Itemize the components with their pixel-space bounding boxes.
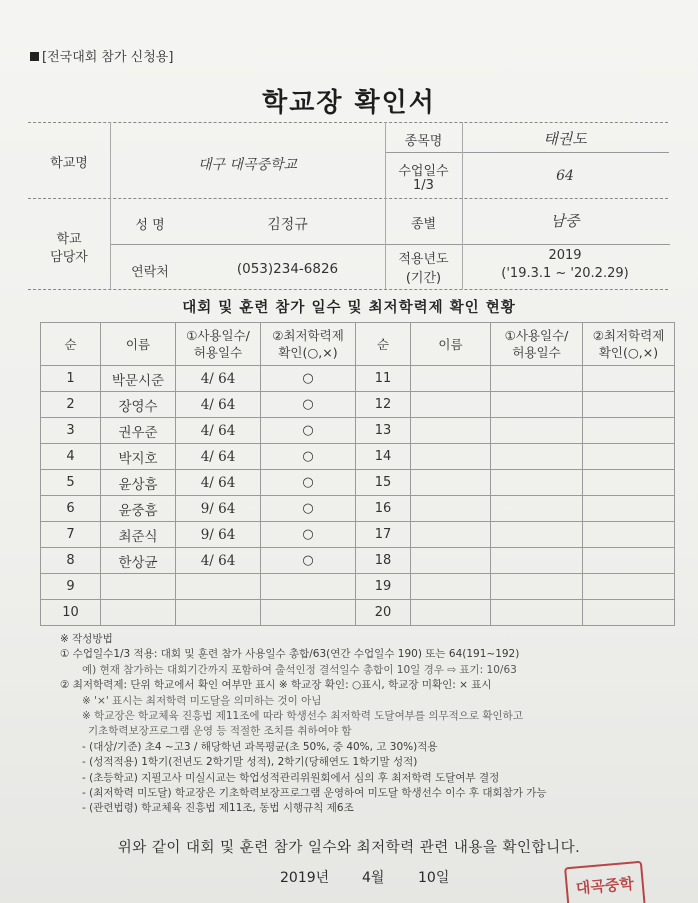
min-grade-check: ○ [261,522,356,548]
col-no: 순 [41,323,101,366]
student-name: 박문시준 [101,366,176,392]
student-name [411,574,491,600]
days-used [491,392,583,418]
event-value: 태권도 [543,130,587,148]
days-used [491,548,583,574]
date-month: 4월 [362,870,385,886]
form-category-text: [전국대회 참가 신청용] [42,50,174,65]
days-used [176,600,261,626]
row-no: 7 [41,522,101,548]
days-used: 4/ 64 [176,548,261,574]
col-days-line2: 허용일수 [193,345,243,360]
days-used [491,496,583,522]
days-used [491,470,583,496]
min-grade-check: ○ [261,548,356,574]
col-name: 이름 [101,323,176,366]
days-used [491,574,583,600]
table-row [41,366,675,392]
note-detail-1: - (대상/기준) 초4 ~고3 / 해당학년 과목평균(초 50%, 중 40%, 고 30%)적용 [82,740,438,753]
row-no: 2 [41,392,101,418]
row-no: 13 [356,418,411,444]
student-name [101,574,176,600]
student-name: 한상균 [101,548,176,574]
year-label-line1: 적용년도 [398,252,449,267]
table-header-row [41,323,675,366]
date-day: 10일 [418,870,450,886]
row-no: 12 [356,392,411,418]
info-divider [28,289,668,290]
min-grade-check [583,522,675,548]
school-days-label: 수업일수 [398,164,449,179]
document-title: 학교장 확인서 [262,88,436,118]
days-used: 4/ 64 [176,392,261,418]
manager-name-label: 성 명 [135,218,165,233]
min-grade-check: ○ [261,366,356,392]
row-no: 18 [356,548,411,574]
row-no: 16 [356,496,411,522]
days-used: 9/ 64 [176,496,261,522]
type-value: 남중 [550,212,580,230]
student-name [101,600,176,626]
student-name: 최준식 [101,522,176,548]
days-used [491,418,583,444]
days-used [491,366,583,392]
days-used: 9/ 64 [176,522,261,548]
student-name [411,548,491,574]
info-divider [110,244,670,245]
row-no: 8 [41,548,101,574]
row-no: 11 [356,366,411,392]
col-name-right: 이름 [411,323,491,366]
student-name: 장영수 [101,392,176,418]
form-category-tag [30,46,173,65]
row-no: 10 [41,600,101,626]
min-grade-check: ○ [261,470,356,496]
days-used [491,522,583,548]
days-used [491,444,583,470]
confirmation-statement: 위와 같이 대회 및 훈련 참가 일수와 최저학력 관련 내용을 확인합니다. [117,840,581,856]
period-value: ('19.3.1 ~ '20.2.29) [501,266,629,281]
min-grade-check: ○ [261,496,356,522]
contact-value: (053)234-6826 [236,261,339,277]
col-min-line2: 확인(○,×) [598,345,659,360]
school-name-label: 학교명 [50,156,88,171]
note-2-sub-2: ※ 학교장은 학교체육 진흥법 제11조에 따라 학생선수 최저학력 도달여부를 의무적으로 확인하고 [82,710,523,723]
col-min-grade [261,323,356,366]
student-name [411,522,491,548]
student-name: 윤중흠 [101,496,176,522]
min-grade-check [583,392,675,418]
student-name: 윤상흠 [101,470,176,496]
student-name [411,418,491,444]
school-days-sub-label: 1/3 [413,178,434,193]
row-no: 9 [41,574,101,600]
table-row [41,496,675,522]
year-value: 2019 [548,248,582,263]
min-grade-check [261,574,356,600]
col-days [176,323,261,366]
note-detail-2: - (성적적용) 1학기(전년도 2학기말 성적), 2학기(당해연도 1학기말 성적) [82,756,418,769]
col-days-right [491,323,583,366]
col-days-line2: 허용일수 [512,345,561,360]
min-grade-check [583,574,675,600]
contact-label: 연락처 [131,265,169,280]
note-detail-4: - (최저학력 미도달) 학교장은 기초학력보장프로그램 운영하여 미도달 학생선수 이수 후 대회참가 가능 [82,787,547,800]
info-divider [28,198,668,199]
type-label: 종별 [410,217,437,232]
row-no: 19 [356,574,411,600]
days-used: 4/ 64 [176,418,261,444]
col-days-line1: ①사용일수/ [186,328,250,343]
table-row [41,444,675,470]
row-no: 14 [356,444,411,470]
row-no: 3 [41,418,101,444]
section-title: 대회 및 훈련 참가 일수 및 최저학력제 확인 현황 [182,300,516,316]
min-grade-check: ○ [261,392,356,418]
note-2-sub-2b: 기초학력보장프로그램 운영 등 적절한 조치를 취하여야 함 [88,725,352,738]
row-no: 5 [41,470,101,496]
table-row [41,600,675,626]
participation-table [40,322,675,626]
col-days-line1: ①사용일수/ [504,328,569,343]
student-name [411,392,491,418]
col-min-line1: ②최저학력제 [272,328,344,343]
col-min-grade-right [583,323,675,366]
col-min-line1: ②최저학력제 [592,328,665,343]
min-grade-check: ○ [261,444,356,470]
table-row [41,522,675,548]
min-grade-check: ○ [261,418,356,444]
min-grade-check [583,496,675,522]
note-1-example: 예) 현재 참가하는 대회기간까지 포함하여 출석인정 결석일수 총합이 10일 경우 ⇨ 표기: 10/63 [82,663,517,676]
note-2: ② 최저학력제: 단위 학교에서 확인 여부만 표시 ※ 학교장 확인: ○표시, 학교장 미확인: × 표시 [60,679,492,692]
days-used [176,574,261,600]
student-name: 권우준 [101,418,176,444]
principal-seal-stamp: 대곡중학 [564,861,646,903]
table-row [41,392,675,418]
manager-label-line2: 담당자 [50,250,88,265]
square-bullet-icon [30,52,39,61]
days-used [491,600,583,626]
year-label-line2: (기간) [405,271,442,286]
note-2-sub-1: ※ '×' 표시는 최저학력 미도달을 의미하는 것이 아님 [82,694,322,707]
info-divider [385,152,669,153]
min-grade-check [583,418,675,444]
days-used: 4/ 64 [176,366,261,392]
table-row [41,418,675,444]
student-name: 박지호 [101,444,176,470]
manager-label-line1: 학교 [56,232,82,247]
row-no: 4 [41,444,101,470]
row-no: 1 [41,366,101,392]
min-grade-check [261,600,356,626]
school-name-value: 대구 대곡중학교 [197,157,298,173]
event-label: 종목명 [404,134,443,149]
min-grade-check [583,444,675,470]
note-detail-3: - (초등학교) 지필고사 미실시교는 학업성적관리위원회에서 심의 후 최저학력 도달여부 결정 [82,771,500,784]
min-grade-check [583,366,675,392]
min-grade-check [583,548,675,574]
instructions [60,632,680,817]
days-used: 4/ 64 [176,444,261,470]
notes-heading: ※ 작성방법 [60,633,113,645]
student-name [411,600,491,626]
min-grade-check [583,600,675,626]
col-min-line2: 확인(○,×) [278,345,338,360]
school-days-value: 64 [556,168,574,184]
col-no-right: 순 [356,323,411,366]
student-name [411,366,491,392]
note-detail-5: - (관련법령) 학교체육 진흥법 제11조, 동법 시행규칙 제6조 [82,802,354,815]
student-name [411,470,491,496]
row-no: 17 [356,522,411,548]
manager-name-value: 김정규 [267,217,308,233]
row-no: 6 [41,496,101,522]
note-1: ① 수업일수1/3 적용: 대회 및 훈련 참가 사용일수 총합/63(연간 수업일수 190) 또는 64(191~192) [60,648,520,661]
table-row [41,574,675,600]
row-no: 20 [356,600,411,626]
row-no: 15 [356,470,411,496]
table-row [41,470,675,496]
date-year: 2019년 [280,870,330,886]
days-used: 4/ 64 [176,470,261,496]
min-grade-check [583,470,675,496]
table-row [41,548,675,574]
student-name [411,444,491,470]
student-name [411,496,491,522]
info-divider [28,122,668,123]
